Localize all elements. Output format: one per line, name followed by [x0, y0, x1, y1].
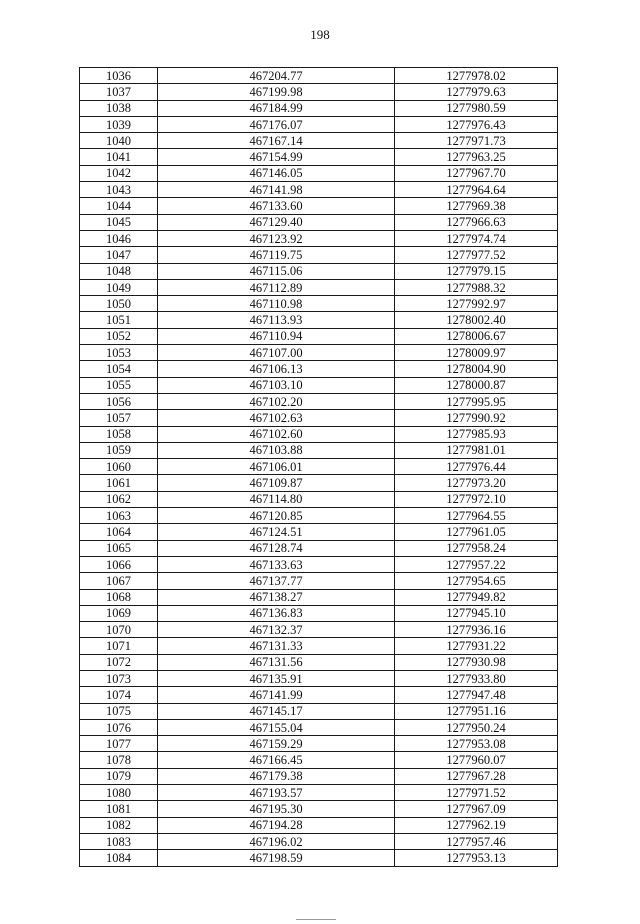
x-coordinate-cell: 467155.04 — [158, 719, 395, 735]
point-number-cell: 1040 — [80, 133, 158, 149]
y-coordinate-cell: 1277979.63 — [395, 84, 558, 100]
point-number-cell: 1041 — [80, 149, 158, 165]
y-coordinate-cell: 1277953.08 — [395, 736, 558, 752]
x-coordinate-cell: 467193.57 — [158, 785, 395, 801]
y-coordinate-cell: 1277995.95 — [395, 393, 558, 409]
point-number-cell: 1053 — [80, 345, 158, 361]
table-row — [80, 84, 558, 100]
y-coordinate-cell: 1277972.10 — [395, 491, 558, 507]
y-coordinate-cell: 1278002.40 — [395, 312, 558, 328]
x-coordinate-cell: 467141.98 — [158, 182, 395, 198]
table-row — [80, 230, 558, 246]
point-number-cell: 1074 — [80, 687, 158, 703]
y-coordinate-cell: 1277976.44 — [395, 459, 558, 475]
x-coordinate-cell: 467135.91 — [158, 670, 395, 686]
y-coordinate-cell: 1278006.67 — [395, 328, 558, 344]
point-number-cell: 1056 — [80, 393, 158, 409]
point-number-cell: 1078 — [80, 752, 158, 768]
point-number-cell: 1036 — [80, 68, 158, 84]
x-coordinate-cell: 467110.94 — [158, 328, 395, 344]
table-row — [80, 622, 558, 638]
y-coordinate-cell: 1277954.65 — [395, 573, 558, 589]
y-coordinate-cell: 1277966.63 — [395, 214, 558, 230]
table-row — [80, 736, 558, 752]
point-number-cell: 1069 — [80, 605, 158, 621]
y-coordinate-cell: 1277947.48 — [395, 687, 558, 703]
x-coordinate-cell: 467133.60 — [158, 198, 395, 214]
x-coordinate-cell: 467194.28 — [158, 817, 395, 833]
y-coordinate-cell: 1277964.64 — [395, 182, 558, 198]
y-coordinate-cell: 1277978.02 — [395, 68, 558, 84]
x-coordinate-cell: 467145.17 — [158, 703, 395, 719]
point-number-cell: 1071 — [80, 638, 158, 654]
x-coordinate-cell: 467112.89 — [158, 279, 395, 295]
x-coordinate-cell: 467198.59 — [158, 850, 395, 866]
y-coordinate-cell: 1277962.19 — [395, 817, 558, 833]
point-number-cell: 1055 — [80, 377, 158, 393]
y-coordinate-cell: 1277933.80 — [395, 670, 558, 686]
point-number-cell: 1067 — [80, 573, 158, 589]
x-coordinate-cell: 467195.30 — [158, 801, 395, 817]
x-coordinate-cell: 467113.93 — [158, 312, 395, 328]
table-row — [80, 752, 558, 768]
table-row — [80, 198, 558, 214]
x-coordinate-cell: 467129.40 — [158, 214, 395, 230]
table-row — [80, 263, 558, 279]
table-row — [80, 508, 558, 524]
x-coordinate-cell: 467106.13 — [158, 361, 395, 377]
point-number-cell: 1038 — [80, 100, 158, 116]
point-number-cell: 1051 — [80, 312, 158, 328]
table-row — [80, 703, 558, 719]
y-coordinate-cell: 1277985.93 — [395, 426, 558, 442]
point-number-cell: 1048 — [80, 263, 158, 279]
point-number-cell: 1042 — [80, 165, 158, 181]
y-coordinate-cell: 1277951.16 — [395, 703, 558, 719]
x-coordinate-cell: 467176.07 — [158, 116, 395, 132]
x-coordinate-cell: 467146.05 — [158, 165, 395, 181]
point-number-cell: 1059 — [80, 442, 158, 458]
x-coordinate-cell: 467204.77 — [158, 68, 395, 84]
point-number-cell: 1080 — [80, 785, 158, 801]
point-number-cell: 1065 — [80, 540, 158, 556]
table-row — [80, 719, 558, 735]
coordinates-table — [79, 67, 558, 867]
point-number-cell: 1068 — [80, 589, 158, 605]
y-coordinate-cell: 1277980.59 — [395, 100, 558, 116]
point-number-cell: 1043 — [80, 182, 158, 198]
point-number-cell: 1077 — [80, 736, 158, 752]
y-coordinate-cell: 1277945.10 — [395, 605, 558, 621]
y-coordinate-cell: 1277967.70 — [395, 165, 558, 181]
x-coordinate-cell: 467199.98 — [158, 84, 395, 100]
table-row — [80, 328, 558, 344]
y-coordinate-cell: 1277990.92 — [395, 410, 558, 426]
table-row — [80, 247, 558, 263]
y-coordinate-cell: 1277960.07 — [395, 752, 558, 768]
x-coordinate-cell: 467120.85 — [158, 508, 395, 524]
y-coordinate-cell: 1277950.24 — [395, 719, 558, 735]
x-coordinate-cell: 467102.63 — [158, 410, 395, 426]
x-coordinate-cell: 467115.06 — [158, 263, 395, 279]
point-number-cell: 1076 — [80, 719, 158, 735]
point-number-cell: 1044 — [80, 198, 158, 214]
x-coordinate-cell: 467109.87 — [158, 475, 395, 491]
point-number-cell: 1049 — [80, 279, 158, 295]
point-number-cell: 1082 — [80, 817, 158, 833]
table-row — [80, 165, 558, 181]
coordinates-table-body — [80, 68, 558, 867]
point-number-cell: 1052 — [80, 328, 158, 344]
y-coordinate-cell: 1277931.22 — [395, 638, 558, 654]
y-coordinate-cell: 1277992.97 — [395, 296, 558, 312]
x-coordinate-cell: 467107.00 — [158, 345, 395, 361]
table-row — [80, 850, 558, 866]
y-coordinate-cell: 1277961.05 — [395, 524, 558, 540]
point-number-cell: 1050 — [80, 296, 158, 312]
point-number-cell: 1046 — [80, 230, 158, 246]
point-number-cell: 1072 — [80, 654, 158, 670]
point-number-cell: 1063 — [80, 508, 158, 524]
table-row — [80, 426, 558, 442]
table-row — [80, 393, 558, 409]
x-coordinate-cell: 467119.75 — [158, 247, 395, 263]
x-coordinate-cell: 467136.83 — [158, 605, 395, 621]
table-row — [80, 573, 558, 589]
point-number-cell: 1070 — [80, 622, 158, 638]
point-number-cell: 1081 — [80, 801, 158, 817]
point-number-cell: 1084 — [80, 850, 158, 866]
point-number-cell: 1062 — [80, 491, 158, 507]
y-coordinate-cell: 1277969.38 — [395, 198, 558, 214]
y-coordinate-cell: 1277981.01 — [395, 442, 558, 458]
table-row — [80, 605, 558, 621]
point-number-cell: 1037 — [80, 84, 158, 100]
table-row — [80, 377, 558, 393]
table-row — [80, 475, 558, 491]
x-coordinate-cell: 467103.88 — [158, 442, 395, 458]
point-number-cell: 1061 — [80, 475, 158, 491]
point-number-cell: 1060 — [80, 459, 158, 475]
table-row — [80, 149, 558, 165]
point-number-cell: 1058 — [80, 426, 158, 442]
x-coordinate-cell: 467128.74 — [158, 540, 395, 556]
x-coordinate-cell: 467132.37 — [158, 622, 395, 638]
y-coordinate-cell: 1277949.82 — [395, 589, 558, 605]
y-coordinate-cell: 1277976.43 — [395, 116, 558, 132]
y-coordinate-cell: 1278000.87 — [395, 377, 558, 393]
table-row — [80, 524, 558, 540]
x-coordinate-cell: 467124.51 — [158, 524, 395, 540]
y-coordinate-cell: 1278009.97 — [395, 345, 558, 361]
y-coordinate-cell: 1278004.90 — [395, 361, 558, 377]
x-coordinate-cell: 467102.60 — [158, 426, 395, 442]
y-coordinate-cell: 1277971.52 — [395, 785, 558, 801]
x-coordinate-cell: 467138.27 — [158, 589, 395, 605]
x-coordinate-cell: 467131.33 — [158, 638, 395, 654]
point-number-cell: 1057 — [80, 410, 158, 426]
table-row — [80, 214, 558, 230]
table-row — [80, 296, 558, 312]
x-coordinate-cell: 467123.92 — [158, 230, 395, 246]
table-row — [80, 459, 558, 475]
x-coordinate-cell: 467196.02 — [158, 833, 395, 849]
table-row — [80, 312, 558, 328]
y-coordinate-cell: 1277957.46 — [395, 833, 558, 849]
y-coordinate-cell: 1277967.28 — [395, 768, 558, 784]
table-row — [80, 116, 558, 132]
point-number-cell: 1047 — [80, 247, 158, 263]
table-row — [80, 817, 558, 833]
table-row — [80, 589, 558, 605]
point-number-cell: 1039 — [80, 116, 158, 132]
table-row — [80, 687, 558, 703]
table-row — [80, 670, 558, 686]
y-coordinate-cell: 1277974.74 — [395, 230, 558, 246]
x-coordinate-cell: 467179.38 — [158, 768, 395, 784]
table-row — [80, 638, 558, 654]
y-coordinate-cell: 1277967.09 — [395, 801, 558, 817]
table-row — [80, 442, 558, 458]
y-coordinate-cell: 1277963.25 — [395, 149, 558, 165]
x-coordinate-cell: 467154.99 — [158, 149, 395, 165]
table-row — [80, 345, 558, 361]
y-coordinate-cell: 1277958.24 — [395, 540, 558, 556]
table-row — [80, 68, 558, 84]
y-coordinate-cell: 1277936.16 — [395, 622, 558, 638]
table-row — [80, 100, 558, 116]
point-number-cell: 1066 — [80, 556, 158, 572]
y-coordinate-cell: 1277988.32 — [395, 279, 558, 295]
point-number-cell: 1054 — [80, 361, 158, 377]
table-row — [80, 182, 558, 198]
table-row — [80, 491, 558, 507]
table-row — [80, 833, 558, 849]
y-coordinate-cell: 1277957.22 — [395, 556, 558, 572]
y-coordinate-cell: 1277977.52 — [395, 247, 558, 263]
y-coordinate-cell: 1277973.20 — [395, 475, 558, 491]
x-coordinate-cell: 467106.01 — [158, 459, 395, 475]
table-row — [80, 556, 558, 572]
x-coordinate-cell: 467167.14 — [158, 133, 395, 149]
y-coordinate-cell: 1277964.55 — [395, 508, 558, 524]
bottom-scan-mark — [296, 919, 336, 920]
table-row — [80, 540, 558, 556]
x-coordinate-cell: 467131.56 — [158, 654, 395, 670]
table-row — [80, 654, 558, 670]
y-coordinate-cell: 1277979.15 — [395, 263, 558, 279]
table-row — [80, 410, 558, 426]
x-coordinate-cell: 467159.29 — [158, 736, 395, 752]
point-number-cell: 1073 — [80, 670, 158, 686]
x-coordinate-cell: 467103.10 — [158, 377, 395, 393]
table-row — [80, 768, 558, 784]
x-coordinate-cell: 467166.45 — [158, 752, 395, 768]
x-coordinate-cell: 467114.80 — [158, 491, 395, 507]
table-row — [80, 361, 558, 377]
table-row — [80, 133, 558, 149]
x-coordinate-cell: 467141.99 — [158, 687, 395, 703]
point-number-cell: 1045 — [80, 214, 158, 230]
page-number: 198 — [310, 27, 330, 42]
x-coordinate-cell: 467102.20 — [158, 393, 395, 409]
y-coordinate-cell: 1277930.98 — [395, 654, 558, 670]
point-number-cell: 1075 — [80, 703, 158, 719]
y-coordinate-cell: 1277953.13 — [395, 850, 558, 866]
point-number-cell: 1079 — [80, 768, 158, 784]
table-row — [80, 785, 558, 801]
x-coordinate-cell: 467184.99 — [158, 100, 395, 116]
x-coordinate-cell: 467110.98 — [158, 296, 395, 312]
point-number-cell: 1083 — [80, 833, 158, 849]
x-coordinate-cell: 467133.63 — [158, 556, 395, 572]
x-coordinate-cell: 467137.77 — [158, 573, 395, 589]
y-coordinate-cell: 1277971.73 — [395, 133, 558, 149]
table-row — [80, 801, 558, 817]
point-number-cell: 1064 — [80, 524, 158, 540]
table-row — [80, 279, 558, 295]
